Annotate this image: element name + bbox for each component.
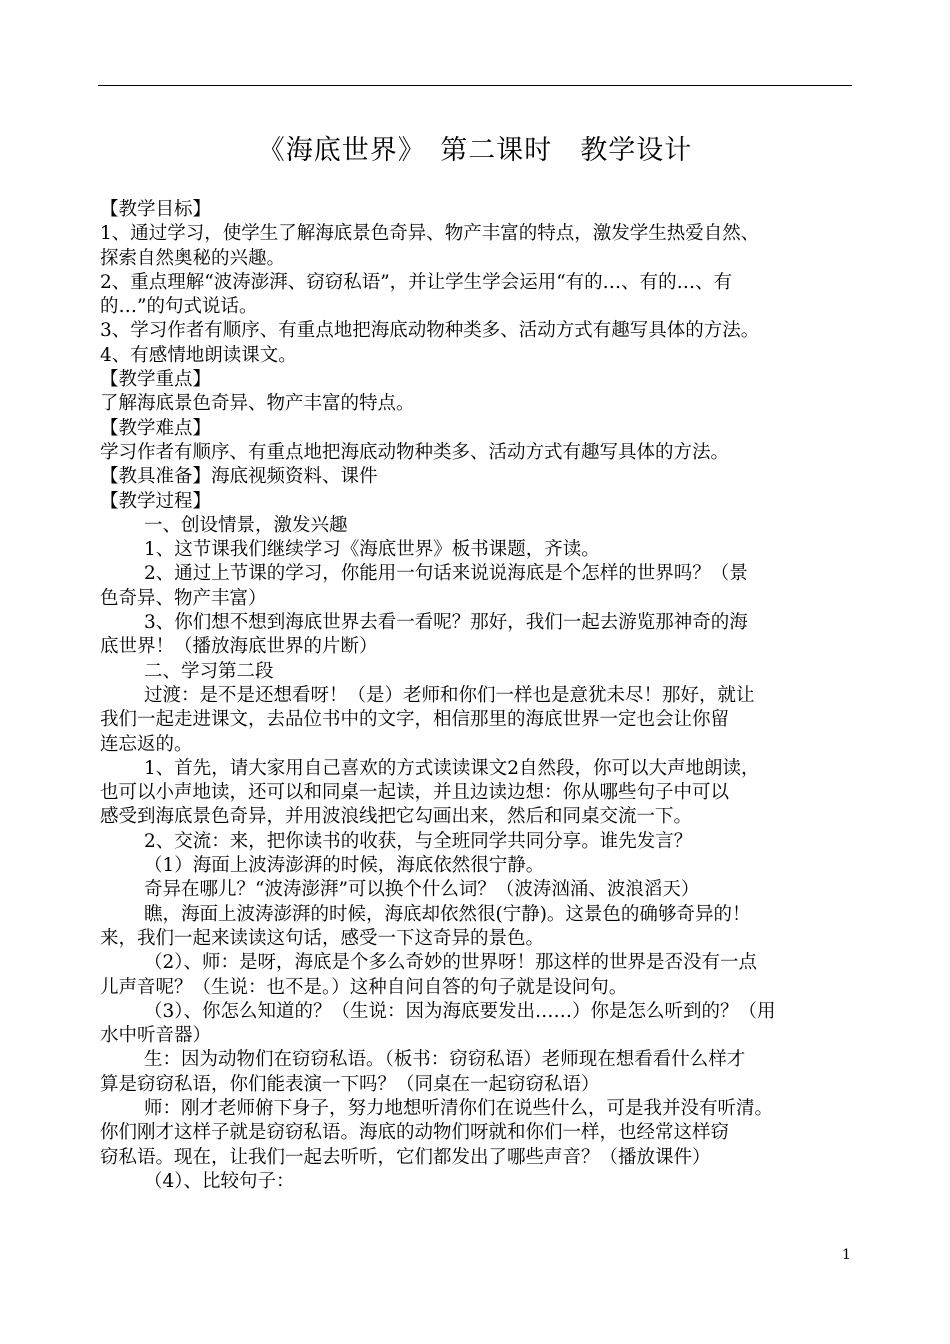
body-line: 二、学习第二段 xyxy=(144,660,274,682)
body-line: 色奇异、物产丰富） xyxy=(100,587,267,609)
document-body xyxy=(100,198,860,1194)
body-line: 底世界！（播放海底世界的片断） xyxy=(100,636,378,658)
body-line: 2、通过上节课的学习，你能用一句话来说说海底是个怎样的世界吗？（景 xyxy=(144,563,748,585)
body-line: 感受到海底景色奇异，并用波浪线把它勾画出来，然后和同桌交流一下。 xyxy=(100,806,693,828)
body-line: 【教学重点】 xyxy=(100,369,212,391)
body-line: 【教具准备】海底视频资料、课件 xyxy=(100,466,378,488)
body-line: （4）、比较句子： xyxy=(144,1170,295,1192)
page-number: 1 xyxy=(842,1247,851,1263)
body-line: 我们一起走进课文，去品位书中的文字，相信那里的海底世界一定也会让你留 xyxy=(100,709,730,731)
header-rule xyxy=(98,85,852,86)
body-line: 了解海底景色奇异、物产丰富的特点。 xyxy=(100,393,415,415)
body-line: 水中听音器） xyxy=(100,1025,212,1047)
body-line: 2、重点理解“波涛澎湃、窃窃私语”，并让学生学会运用“有的…、有的…、有 xyxy=(100,271,733,293)
body-line: （3）、你怎么知道的？（生说：因为海底要发出……）你是怎么听到的？（用 xyxy=(144,1000,776,1022)
body-line: 儿声音呢？（生说：也不是。）这种自问自答的句子就是设问句。 xyxy=(100,976,628,998)
body-line: 奇异在哪儿？“波涛澎湃”可以换个什么词？（波涛汹涌、波浪滔天） xyxy=(144,879,700,901)
body-line: 算是窃窃私语，你们能表演一下吗？（同桌在一起窃窃私语） xyxy=(100,1073,600,1095)
body-line: 的…”的句式说话。 xyxy=(100,296,258,318)
body-line: 窃私语。现在，让我们一起去听听，它们都发出了哪些声音？（播放课件） xyxy=(100,1146,711,1168)
body-line: 来，我们一起来读读这句话，感受一下这奇异的景色。 xyxy=(100,927,545,949)
body-line: 1、首先，请大家用自己喜欢的方式读读课文2自然段，你可以大声地朗读， xyxy=(144,757,760,779)
body-line: 【教学难点】 xyxy=(100,417,212,439)
body-line: 3、学习作者有顺序、有重点地把海底动物种类多、活动方式有趣写具体的方法。 xyxy=(100,320,760,342)
body-line: （1）海面上波涛澎湃的时候，海底依然很宁静。 xyxy=(144,855,545,877)
document-title: 《海底世界》 第二课时 教学设计 xyxy=(257,135,693,166)
body-line: 过渡：是不是还想看呀！（是）老师和你们一样也是意犹未尽！那好，就让 xyxy=(144,684,755,706)
body-line: 1、这节课我们继续学习《海底世界》板书课题，齐读。 xyxy=(144,539,600,561)
body-line: 3、你们想不想到海底世界去看一看呢？那好，我们一起去游览那神奇的海 xyxy=(144,612,748,634)
body-line: （2）、师：是呀，海底是个多么奇妙的世界呀！那这样的世界是否没有一点 xyxy=(144,952,758,974)
body-line: 探索自然奥秘的兴趣。 xyxy=(100,247,286,269)
body-line: 1、通过学习，使学生了解海底景色奇异、物产丰富的特点，激发学生热爱自然、 xyxy=(100,223,760,245)
body-line: 也可以小声地读，还可以和同桌一起读，并且边读边想：你从哪些句子中可以 xyxy=(100,782,730,804)
body-line: 【教学目标】 xyxy=(100,199,212,220)
body-line: 连忘返的。 xyxy=(100,733,193,755)
body-line: 4、有感情地朗读课文。 xyxy=(100,344,297,366)
body-line: 学习作者有顺序、有重点地把海底动物种类多、活动方式有趣写具体的方法。 xyxy=(100,441,730,463)
body-line: 一、创设情景，激发兴趣 xyxy=(144,514,348,536)
body-line: 你们刚才这样子就是窃窃私语。海底的动物们呀就和你们一样，也经常这样窃 xyxy=(100,1122,730,1144)
body-line: 瞧，海面上波涛澎湃的时候，海底却依然很(宁静)。这景色的确够奇异的！ xyxy=(144,903,751,925)
body-line: 师：刚才老师俯下身子，努力地想听清你们在说些什么，可是我并没有听清。 xyxy=(144,1097,774,1119)
body-line: 2、交流：来，把你读书的收获，与全班同学共同分享。谁先发言？ xyxy=(144,830,693,852)
body-line: 【教学过程】 xyxy=(100,490,212,512)
body-line: 生：因为动物们在窃窃私语。（板书：窃窃私语）老师现在想看看什么样才 xyxy=(144,1049,746,1071)
